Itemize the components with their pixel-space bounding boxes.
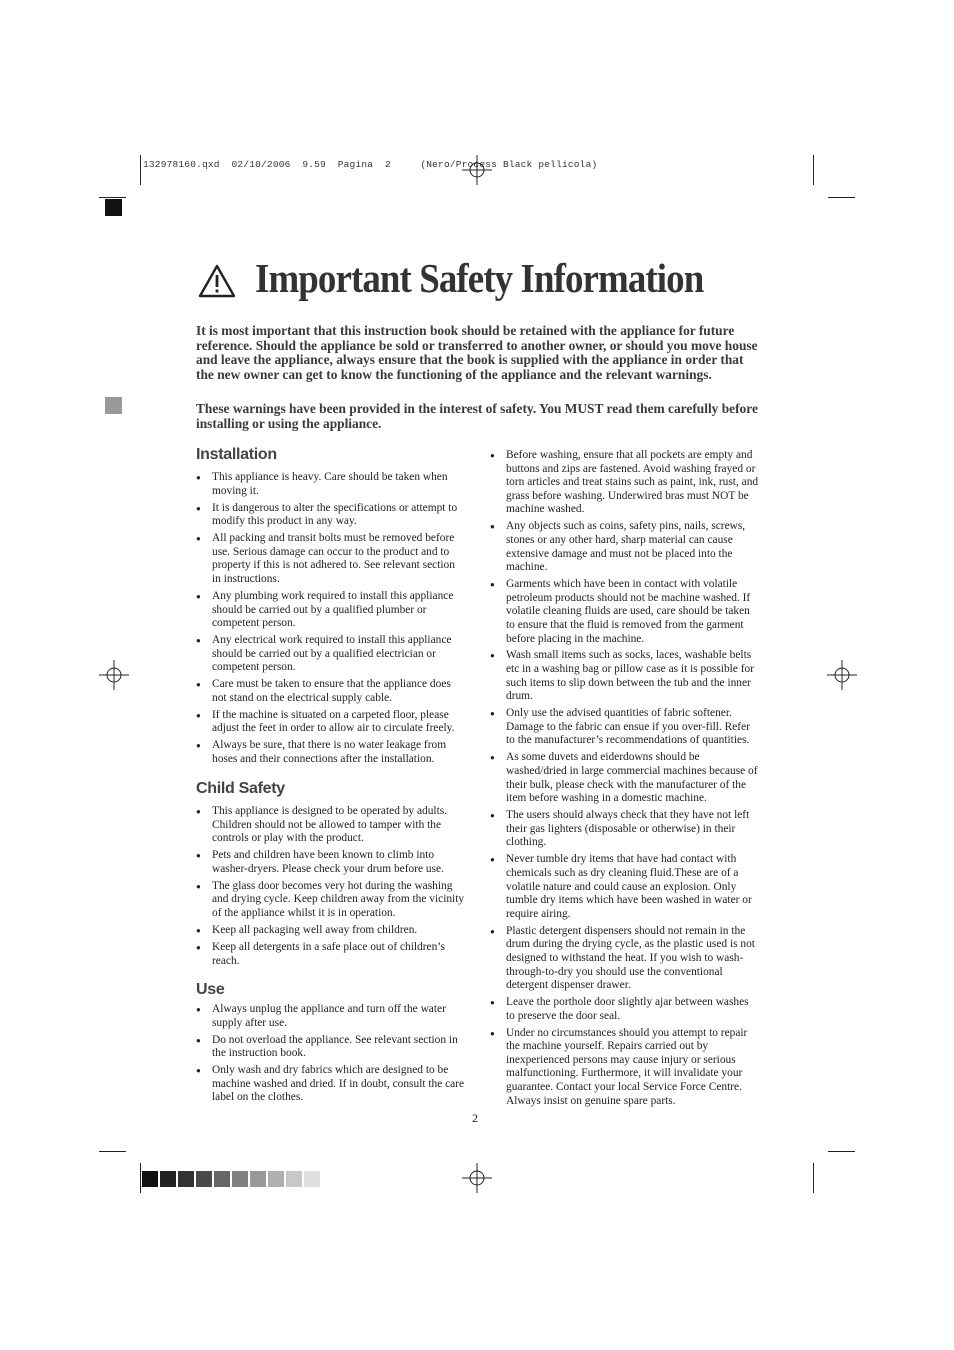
list-item: ● Care must be taken to ensure that the appliance does not stand on the electrical supply cable. [196,678,466,705]
list-item: ● Always be sure, that there is no water leakage from hoses and their connections after the installation. [196,739,466,766]
color-swatch [142,1171,158,1187]
crop-mark-bottom-left-horizontal [99,1151,126,1152]
list-item: ● Always unplug the appliance and turn off the water supply after use. [196,1003,466,1030]
crop-mark-top-right-horizontal [828,197,855,198]
page-number: 2 [472,1111,478,1125]
list-item: ● Never tumble dry items that have had contact with chemicals such as dry cleaning fluid.These are of a volatile nature and could cause an explosion. Only tumble dry items which have been washed in water or require airing. [490,853,760,921]
color-swatch [214,1171,230,1187]
list-item: ● All packing and transit bolts must be removed before use. Serious damage can occur to the product and to property if this is not adhered to. See relevant section in instructions. [196,532,466,586]
list-item: ● Only wash and dry fabrics which are designed to be machine washed and dried. If in doubt, consult the care label on the clothes. [196,1064,466,1105]
crop-mark-top-left-horizontal [99,197,126,198]
list-item: ● This appliance is designed to be operated by adults. Children should not be allowed to tamper with the controls or play with the product. [196,805,466,846]
page-title: Important Safety Information [255,255,704,301]
registration-mark-icon [827,660,857,690]
section-heading-child-safety: Child Safety [196,780,285,797]
list-item: ● If the machine is situated on a carpeted floor, please adjust the feet in order to allow air to circulate freely. [196,709,466,736]
list-item: ● Any plumbing work required to install this appliance should be carried out by a qualified plumber or competent person. [196,590,466,631]
child-safety-list [196,805,466,971]
use-list [196,1003,466,1108]
color-swatch [268,1171,284,1187]
list-item: ● Any objects such as coins, safety pins, nails, screws, stones or any other hard, sharp material can cause extensive damage and must not be placed into the machine. [490,520,760,574]
color-swatch [232,1171,248,1187]
list-item: ● The glass door becomes very hot during the washing and drying cycle. Keep children away from the vicinity of the appliance whilst it is in operation. [196,880,466,921]
color-swatch [304,1171,320,1187]
list-item: ● Pets and children have been known to climb into washer-dryers. Please check your drum before use. [196,849,466,876]
list-item: ● Under no circumstances should you attempt to repair the machine yourself. Repairs carried out by inexperienced persons may cause injury or serious malfunctioning. Furthermore, it will invalidate your guarantee. Contact your local Service Force Centre. Always insist on genuine spare parts. [490,1027,760,1109]
color-swatch [196,1171,212,1187]
intro-warning-paragraph: These warnings have been provided in the interest of safety. You MUST read them carefully before installing or using the appliance. [196,401,758,431]
registration-mark-icon [462,155,492,185]
registration-mark-icon [99,660,129,690]
list-item: ● Keep all detergents in a safe place out of children’s reach. [196,941,466,968]
list-item: ● Before washing, ensure that all pockets are empty and buttons and zips are fastened. Avoid washing frayed or torn articles and treat stains such as paint, ink, rust, and grass before washing. Underwired bras must NOT be machine washed. [490,449,760,517]
list-item: ● Do not overload the appliance. See relevant section in the instruction book. [196,1034,466,1061]
color-swatch [250,1171,266,1187]
crop-mark-top-right-vertical [813,155,814,185]
list-item: ● Keep all packaging well away from children. [196,924,466,938]
registration-mark-icon [462,1163,492,1193]
list-item: ● Plastic detergent dispensers should not remain in the drum during the drying cycle, as the plastic used is not designed to withstand the heat. If you wish to wash-through-to-dry you should use the conventional detergent dispenser drawer. [490,925,760,993]
color-swatch [286,1171,302,1187]
crop-mark-bottom-right-horizontal [828,1151,855,1152]
list-item: ● This appliance is heavy. Care should be taken when moving it. [196,471,466,498]
section-heading-installation: Installation [196,446,277,463]
list-item: ● The users should always check that they have not left their gas lighters (disposable or otherwise) in their clothing. [490,809,760,850]
use-continued-list [490,449,760,1112]
list-item: ● Garments which have been in contact with volatile petroleum products should not be machine washed. If volatile cleaning fluids are used, care should be taken to ensure that the fluid is removed from the garment before placing in the machine. [490,578,760,646]
printer-slug: 132978160.qxd 02/10/2006 9.59 Pagina 2 (Nero/Process Black pellicola) [143,159,598,170]
list-item: ● As some duvets and eiderdowns should be washed/dried in large commercial machines because of their bulk, please check with the manufacturer of the item before washing in a domestic machine. [490,751,760,805]
crop-mark-bottom-right-vertical [813,1163,814,1193]
list-item: ● It is dangerous to alter the specifications or attempt to modify this product in any way. [196,502,466,529]
crop-mark-top-left-vertical [140,155,141,185]
edge-marker-grey [105,397,122,414]
list-item: ● Wash small items such as socks, laces, washable belts etc in a washing bag or pillow case as it is possible for such items to slip down between the tub and the inner drum. [490,649,760,703]
color-swatch [178,1171,194,1187]
crop-mark-bottom-left-vertical [140,1163,141,1193]
list-item: ● Only use the advised quantities of fabric softener. Damage to the fabric can ensue if you over-fill. Refer to the manufacturer’s recommendations of quantities. [490,707,760,748]
list-item: ● Leave the porthole door slightly ajar between washes to preserve the door seal. [490,996,760,1023]
edge-marker-black [105,199,122,216]
installation-list [196,471,466,770]
list-item: ● Any electrical work required to install this appliance should be carried out by a qualified electrician or competent person. [196,634,466,675]
section-heading-use: Use [196,981,225,998]
color-swatch [160,1171,176,1187]
intro-paragraph: It is most important that this instruction book should be retained with the appliance for future reference. Should the appliance be sold or transferred to another owner, or should you move house and leave the appliance, always ensure that the book is supplied with the appliance in order that the new owner can get to know the functioning of the appliance and the relevant warnings. [196,323,758,382]
warning-triangle-icon [197,263,237,299]
